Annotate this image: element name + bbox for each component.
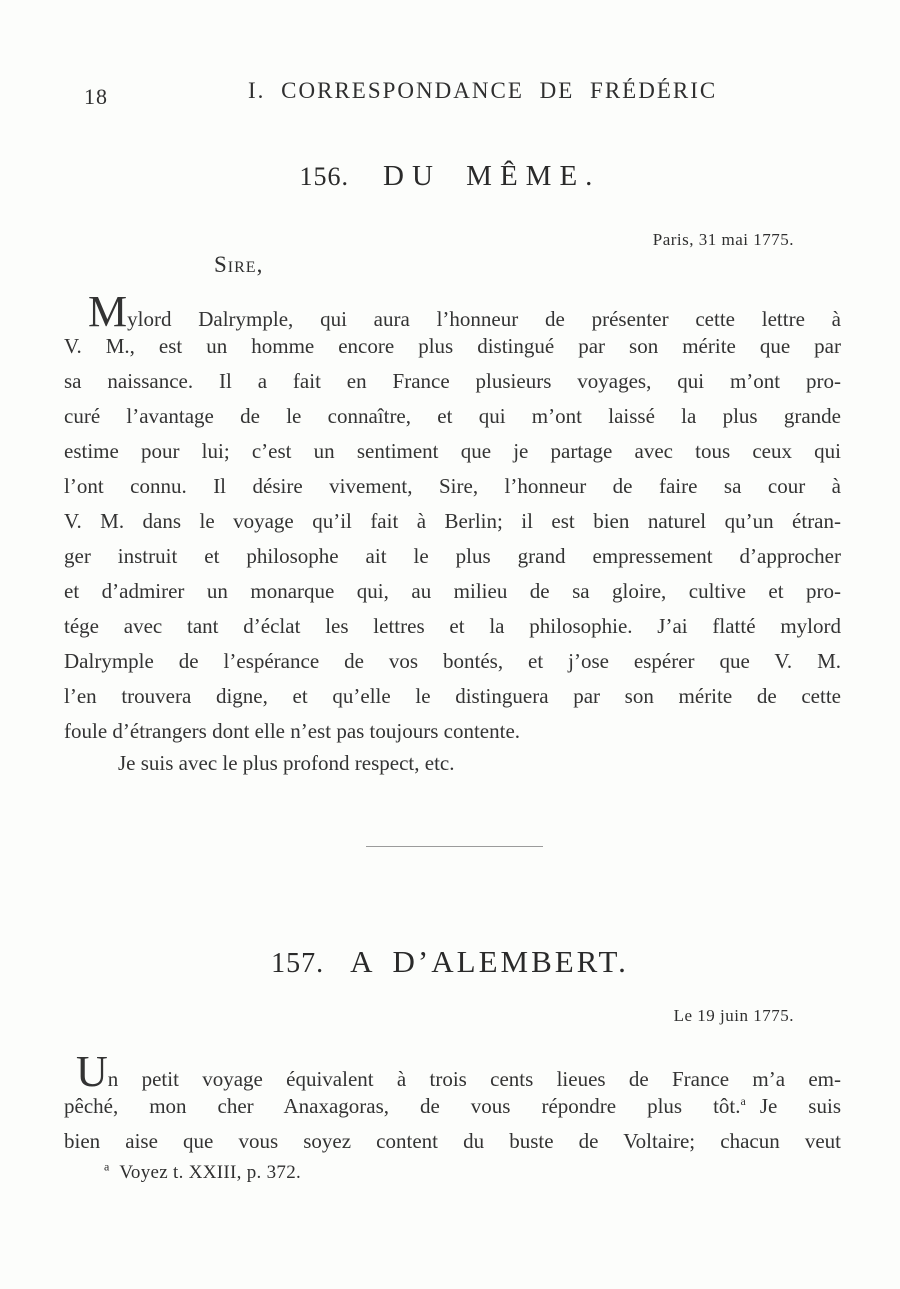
letter-156-dateline: Paris, 31 mai 1775. [652, 230, 794, 249]
letter-157-body [64, 1047, 841, 1159]
body-line: V. M. dans le voyage qu’il fait à Berlin; il est bien naturel qu’un étran- [64, 509, 841, 533]
body-line: bien aise que vous soyez content du buste de Voltaire; chacun veut [64, 1129, 841, 1153]
letter-156-closing: Je suis avec le plus profond respect, etc. [118, 751, 455, 775]
body-text: Je suis [759, 1094, 841, 1118]
body-line: Dalrymple de l’espérance de vos bontés, et j’ose espérer que V. M. [64, 649, 841, 673]
footnote-marker: a [104, 1159, 110, 1174]
letter-156-heading [0, 160, 900, 193]
body-line [64, 1047, 841, 1096]
body-line: curé l’avantage de le connaître, et qui m’ont laissé la plus grande [64, 404, 841, 428]
body-line: foule d’étrangers dont elle n’est pas toujours contente. [64, 719, 521, 743]
footnote-reference: a [740, 1094, 746, 1108]
body-text: pêché, mon cher Anaxagoras, de vous répondre plus tôt. [64, 1094, 741, 1118]
body-text: n petit voyage équivalent à trois cents lieues de France m’a em- [107, 1067, 841, 1091]
letter-157-title: A D’ALEMBERT. [350, 944, 629, 979]
body-line [64, 1089, 841, 1124]
letter-157-number: 157. [271, 948, 325, 979]
body-line: l’ont connu. Il désire vivement, Sire, l’honneur de faire sa cour à [64, 474, 841, 498]
footnote [104, 1159, 302, 1184]
letter-157-heading [0, 944, 900, 980]
body-line: sa naissance. Il a fait en France plusieurs voyages, qui m’ont pro- [64, 369, 841, 393]
section-divider [366, 846, 543, 847]
body-line: et d’admirer un monarque qui, au milieu de sa gloire, cultive et pro- [64, 579, 841, 603]
body-text: ylord Dalrymple, qui aura l’honneur de présenter cette lettre à [127, 307, 841, 331]
body-line: ger instruit et philosophe ait le plus grand empressement d’approcher [64, 544, 841, 568]
letter-156-body [64, 287, 841, 749]
body-line: V. M., est un homme encore plus distingué par son mérite que par [64, 334, 841, 358]
drop-initial: M [88, 287, 128, 336]
page-number: 18 [84, 84, 108, 109]
body-line: l’en trouvera digne, et qu’elle le distinguera par son mérite de cette [64, 684, 841, 708]
letter-156-salutation: Sire, [214, 252, 264, 277]
letter-156-number: 156. [299, 162, 350, 191]
body-line [64, 287, 841, 336]
body-line: tége avec tant d’éclat les lettres et la philosophie. J’ai flatté mylord [64, 614, 841, 638]
drop-initial: U [76, 1047, 108, 1096]
footnote-text: Voyez t. XXIII, p. 372. [119, 1162, 302, 1183]
running-title: I. CORRESPONDANCE DE FRÉDÉRIC [248, 78, 718, 103]
letter-156-title: DU MÊME. [383, 160, 601, 192]
letter-157-dateline: Le 19 juin 1775. [673, 1006, 794, 1025]
body-line: estime pour lui; c’est un sentiment que je partage avec tous ceux qui [64, 439, 841, 463]
